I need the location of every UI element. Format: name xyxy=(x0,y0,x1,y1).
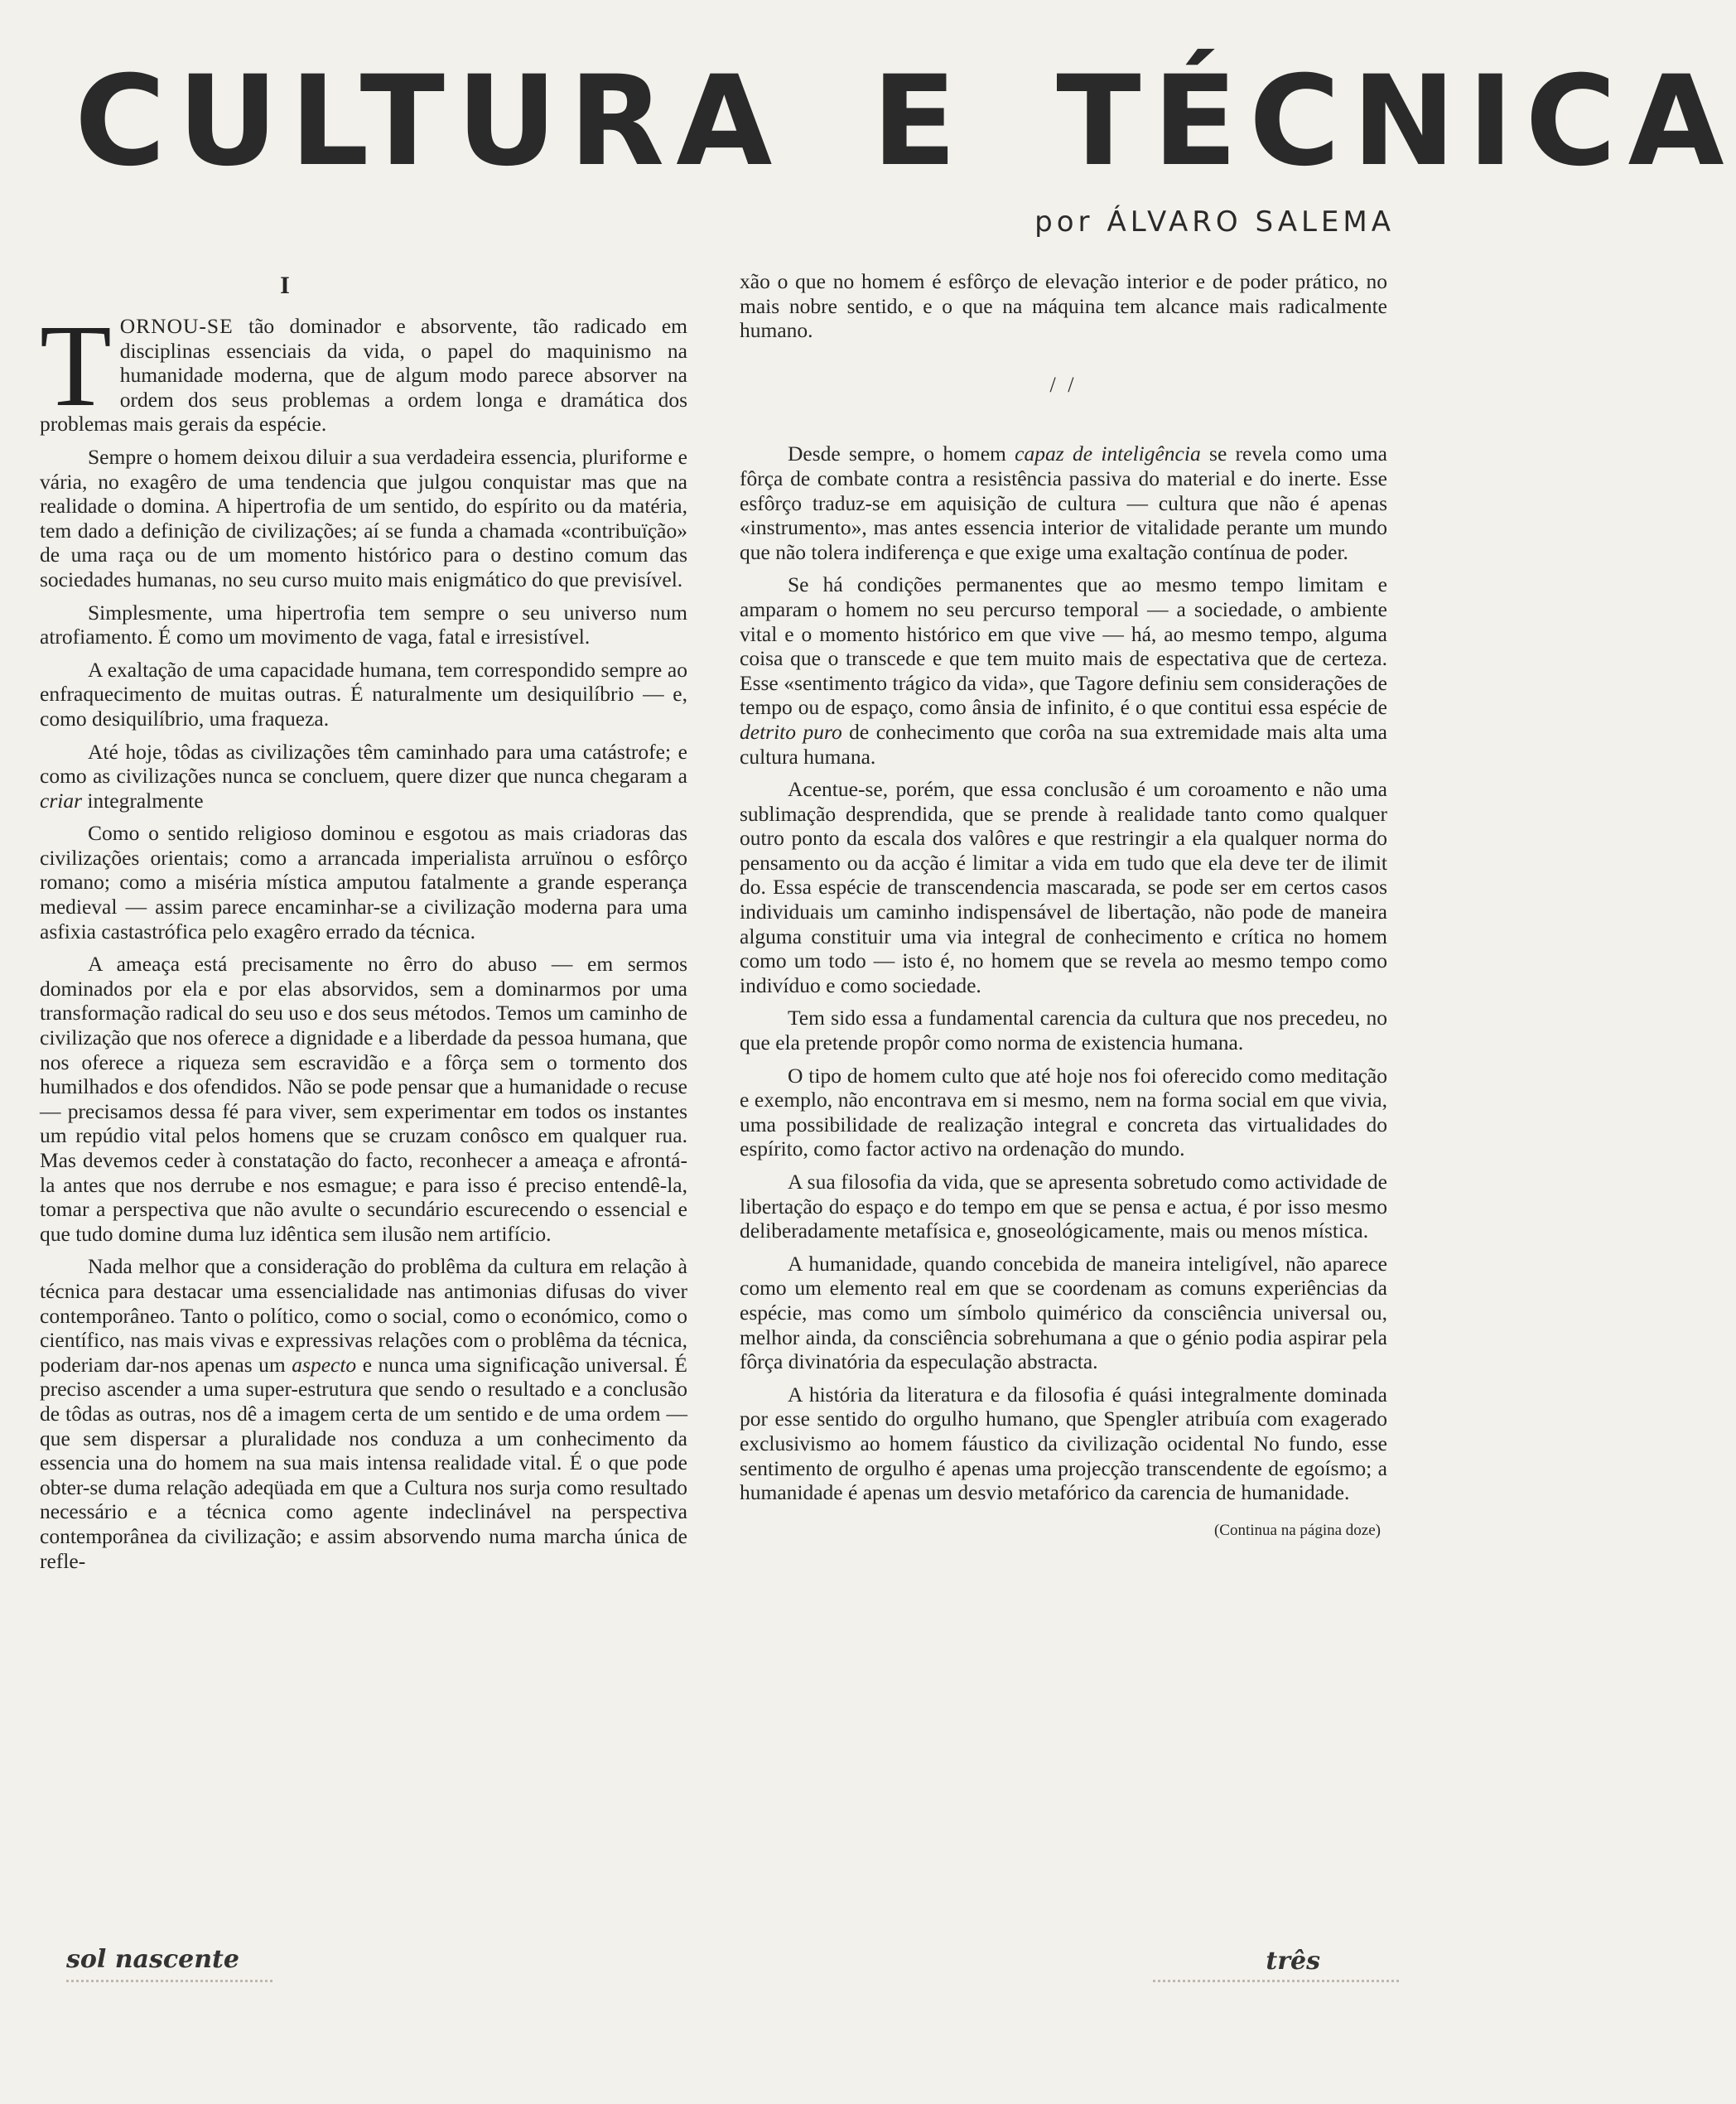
paragraph: Acentue-se, porém, que essa conclusão é um coroamento e não uma sublimação desprendida, que se prende à realidade tanto como qualquer outro ponto da escala dos valôres e que restringir a ela qualquer norma do pensamento ou da acção é limitar a vida em tudo que ela deve ter de ilimit do. Essa espécie de transcendencia mascarada, se pode ser em certos casos individuais um caminho indispensável de libertação, não pode de maneira alguma constituir uma via integral de conhecimento e crítica no homem como um todo — isto é, no homem que se revela ao mesmo tempo como indivíduo e como sociedade. xyxy=(740,777,1387,997)
paragraph xyxy=(740,442,1387,564)
paragraph-text: Nada melhor que a consideração do problêma da cultura em relação à técnica para destacar uma essencialidade nas antimonias difusas do viver contemporâneo. Tanto o político, como o social, como o económico, como o científico, nas mais vivas e expressivas relações com o problêma da técnica, poderiam dar-nos apenas um xyxy=(40,1254,687,1377)
drop-cap: T xyxy=(40,300,112,431)
section-number: I xyxy=(280,272,290,299)
paragraph: A humanidade, quando concebida de maneira inteligível, não aparece como um elemento real em que se coordenam as comuns experiências da espécie, mas como um símbolo quimérico da consciência universal ou, melhor ainda, da consciência sobrehumana a que o génio podia aspirar pela fôrça divinatória da especulação abstracta. xyxy=(740,1251,1387,1374)
paragraph xyxy=(40,300,687,437)
paragraph: A história da literatura e da filosofia é quási integralmente dominada por esse sentido do orgulho humano, que Spengler atribuía com exagerado exclusivismo ao homem fáustico da civilização ocidental No fundo, esse sentimento de orgulho é apenas uma projecção transcendente de egoísmo; a humanidade é apenas um desvio metafórico da carencia de humanidade. xyxy=(740,1382,1387,1505)
paragraph-text: Até hoje, tôdas as civilizações têm caminhado para uma catástrofe; e como as civilizações nunca se concluem, quere dizer que nunca chegaram a xyxy=(40,739,687,789)
author-name: ÁLVARO SALEMA xyxy=(1107,205,1395,239)
paragraph-text: se revela como uma fôrça de combate contra a resistência passiva do material e do inerte. Esse esfôrço traduz-se em aquisição de cultura — cultura que não é apenas «instrumento», mas antes essencia interior de vitalidade perante um mundo que não tolera indiferença e que exige uma exaltação contínua de poder. xyxy=(740,442,1387,564)
paragraph-text: Se há condições permanentes que ao mesmo tempo limitam e amparam o homem no seu percurso temporal — a sociedade, o ambiente vital e o momento histórico em que vive — há, ao mesmo tempo, alguma coisa que o transcede e que tem muito mais de espectativa que de certeza. Esse «sentimento trágico da vida», que Tagore definiu sem considerações de tempo ou de espaço, como ânsia de infinito, é o que contitui essa espécie de xyxy=(740,572,1387,720)
page-number: três xyxy=(1266,1947,1320,1976)
emphasis: criar xyxy=(40,788,82,813)
paragraph-text: e nunca uma significação universal. É preciso ascender a uma super-estrutura que sendo o resultado e a conclusão de tôdas as outras, nos dê a imagem certa de um sentido e de uma ordem — que sem dispersar a pluralidade nos conduza a um conhecimento da essencia una do homem na sua mais intensa realidade vital. É o que pode obter-se duma relação adeqüada em que a Cultura nos surja como resultado necessário e a técnica como agente indeclinável na perspectiva contemporânea da civilização; e assim absorvendo numa marcha única de refle- xyxy=(40,1352,687,1573)
paragraph-text: Desde sempre, o homem xyxy=(788,442,1015,466)
paragraph: O tipo de homem culto que até hoje nos foi oferecido como meditação e exemplo, não encontrava em si mesmo, nem na forma social em que vivia, uma possibilidade de realização integral e concreta das virtualidades do espírito, como factor activo na ordenação do mundo. xyxy=(740,1063,1387,1161)
paragraph: Simplesmente, uma hipertrofia tem sempre o seu universo num atrofiamento. É como um movimento de vaga, fatal e irresistível. xyxy=(40,600,687,649)
paragraph: Tem sido essa a fundamental carencia da cultura que nos precedeu, no que ela pretende propôr como norma de existencia humana. xyxy=(740,1006,1387,1055)
byline-prefix: por xyxy=(1034,205,1094,239)
emphasis: detrito puro xyxy=(740,719,842,744)
footer-rule-left xyxy=(66,1980,273,1982)
paragraph-text: tão dominador e absorvente, tão radicado em disciplinas essenciais da vida, o papel do maquinismo na humanidade moderna, que de algum modo parece absorver na ordem dos seus problemas a ordem longa e dramática dos problemas mais gerais da espécie. xyxy=(40,314,687,437)
first-word: ORNOU-SE xyxy=(119,314,234,338)
paragraph xyxy=(40,740,687,813)
magazine-name: sol nascente xyxy=(66,1945,239,1974)
paragraph xyxy=(40,1254,687,1573)
paragraph: A sua filosofia da vida, que se apresenta sobretudo como actividade de libertação do espaço e do tempo em que se pensa e actua, é por isso mesmo deliberadamente metafísica e, gnoseológicamente, mais ou menos mística. xyxy=(740,1170,1387,1243)
paragraph: Sempre o homem deixou diluir a sua verdadeira essencia, pluriforme e vária, no exagêro de uma tendencia que julgou conquistar mas que na realidade o domina. A hipertrofia de um sentido, do espírito ou da matéria, tem dado a definição de civilizações; aí se funda a chamada «contribuïção» de uma raça ou de um momento histórico para o destino comum das sociedades humanas, no seu curso muito mais enigmático do que previsível. xyxy=(40,444,687,591)
emphasis: aspecto xyxy=(292,1352,357,1377)
paragraph-text: integralmente xyxy=(82,788,204,813)
section-mark: / / xyxy=(1049,372,1078,397)
left-column xyxy=(40,269,687,1581)
paragraph: xão o que no homem é esfôrço de elevação interior e de poder prático, no mais nobre sentido, e o que na máquina tem alcance mais radicalmente humano. xyxy=(740,269,1387,343)
paragraph xyxy=(740,572,1387,769)
right-column xyxy=(740,269,1387,1542)
paragraph: A exaltação de uma capacidade humana, tem correspondido sempre ao enfraquecimento de muitas outras. É naturalmente um desiquilíbrio — e, como desiquilíbrio, uma fraqueza. xyxy=(40,657,687,731)
paragraph-text: de conhecimento que corôa na sua extremidade mais alta uma cultura humana. xyxy=(740,719,1387,769)
paragraph: Como o sentido religioso dominou e esgotou as mais criadoras das civilizações orientais; como a arrancada imperialista arruïnou o esfôrço romano; como a miséria mística amputou fatalmente a grande esperança medieval — assim parece encaminhar-se a civilização moderna para uma asfixia castastrófica pelo exagêro errado da técnica. xyxy=(40,821,687,943)
footer-rule-right xyxy=(1153,1980,1401,1982)
emphasis: capaz de inteligência xyxy=(1015,442,1201,466)
byline xyxy=(1034,205,1395,239)
continuation-note: (Continua na página doze) xyxy=(1213,1521,1381,1539)
paragraph: A ameaça está precisamente no êrro do abuso — em sermos dominados por ela e por elas absorvidos, sem a dominarmos por uma transformação radical do seu uso e dos seus métodos. Temos um caminho de civilização que nos oferece a dignidade e a liberdade da pessoa humana, que nos oferece a riqueza sem escravidão e a fôrça sem o tormento dos humilhados e dos ofendidos. Não se pode pensar que a humanidade o recuse — precisamos dessa fé para viver, sem experimentar em todos os instantes um repúdio vital pelos homens que se cruzam conôsco em qualquer rua. Mas devemos ceder à constatação do facto, reconhecer a ameaça e afrontá-la antes que nos derrube e nos esmague; e para isso é preciso entendê-la, tomar a perspectiva que não avulte o secundário escurecendo o essencial e que tudo domine duma luz idêntica sem ilusão nem artifício. xyxy=(40,952,687,1246)
article-title: CULTURA E TÉCNICA xyxy=(75,50,1736,194)
